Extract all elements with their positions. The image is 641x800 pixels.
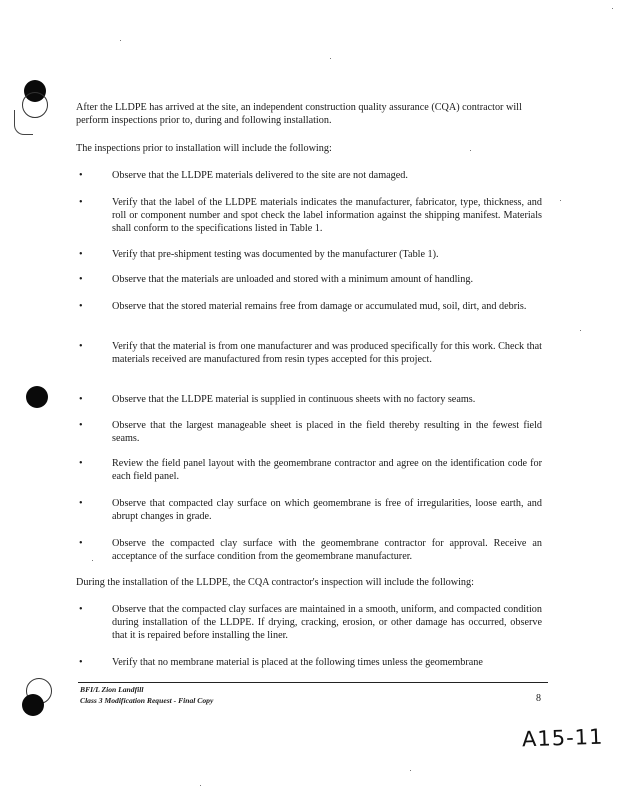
prior-item: Verify that the label of the LLDPE materials indicates the manufacturer, fabricator, type, thickness, and roll or component number and spot check the label information against the shipping manifest. Materials shall conform to the specifications listed in Table 1. xyxy=(112,197,542,234)
bullet: • xyxy=(79,604,83,615)
binder-hole-middle xyxy=(26,386,48,408)
prior-item: Observe that the materials are unloaded and stored with a minimum amount of handling. xyxy=(112,274,473,285)
during-item: Observe that the compacted clay surfaces are maintained in a smooth, uniform, and compacted condition during installation of the LLDPE. If drying, cracking, erosion, or other damage has occurred, observe that it is repaired before installing the liner. xyxy=(112,604,542,641)
during-inspections-heading: During the installation of the LLDPE, the CQA contractor's inspection will include the following: xyxy=(76,577,474,588)
prior-item: Verify that pre-shipment testing was documented by the manufacturer (Table 1). xyxy=(112,249,439,260)
bullet: • xyxy=(79,420,83,431)
during-item: Verify that no membrane material is placed at the following times unless the geomembrane xyxy=(112,657,483,668)
prior-item: Observe that compacted clay surface on which geomembrane is free of irregularities, loose earth, and abrupt changes in grade. xyxy=(112,498,542,522)
prior-item: Observe that the LLDPE materials delivered to the site are not damaged. xyxy=(112,170,408,181)
bullet: • xyxy=(79,458,83,469)
binder-hole-bottom xyxy=(22,694,44,716)
bullet: • xyxy=(79,301,83,312)
scan-speck xyxy=(200,785,201,786)
bullet: • xyxy=(79,197,83,208)
footer-document-title: Class 3 Modification Request - Final Copy xyxy=(80,696,214,705)
bullet: • xyxy=(79,657,83,668)
prior-item: Review the field panel layout with the geomembrane contractor and agree on the identification code for each field panel. xyxy=(112,458,542,482)
prior-item: Observe that the largest manageable sheet is placed in the field thereby resulting in the fewest field seams. xyxy=(112,420,542,444)
scan-speck xyxy=(410,770,411,771)
prior-item: Observe that the LLDPE material is supplied in continuous sheets with no factory seams. xyxy=(112,394,476,405)
bullet: • xyxy=(79,341,83,352)
bullet: • xyxy=(79,274,83,285)
prior-inspections-heading: The inspections prior to installation will include the following: xyxy=(76,143,332,154)
bullet: • xyxy=(79,249,83,260)
prior-item: Verify that the material is from one manufacturer and was produced specifically for this work. Check that materials received are manufactured from resin types accepted for this project. xyxy=(112,341,542,365)
handwritten-code: A15-11 xyxy=(521,724,604,752)
intro-paragraph: After the LLDPE has arrived at the site, an independent construction quality assurance (CQA) contractor will perform inspections prior to, during and following installation. xyxy=(76,102,522,126)
bullet: • xyxy=(79,498,83,509)
bullet: • xyxy=(79,538,83,549)
scan-speck xyxy=(612,8,613,9)
scan-speck xyxy=(580,330,581,331)
prior-item: Observe the compacted clay surface with the geomembrane contractor for approval. Receive an acceptance of the surface condition from the geomembrane manufacturer. xyxy=(112,538,542,562)
bullet: • xyxy=(79,394,83,405)
pen-mark xyxy=(14,110,33,135)
footer-site-name: BFI/L Zion Landfill xyxy=(80,685,144,694)
bullet: • xyxy=(79,170,83,181)
scan-speck xyxy=(560,200,561,201)
scan-speck xyxy=(120,40,121,41)
footer-rule xyxy=(78,682,548,683)
page-number: 8 xyxy=(536,693,541,704)
scan-speck xyxy=(330,58,331,59)
prior-item: Observe that the stored material remains free from damage or accumulated mud, soil, dirt, and debris. xyxy=(112,301,527,312)
scan-speck xyxy=(92,560,93,561)
